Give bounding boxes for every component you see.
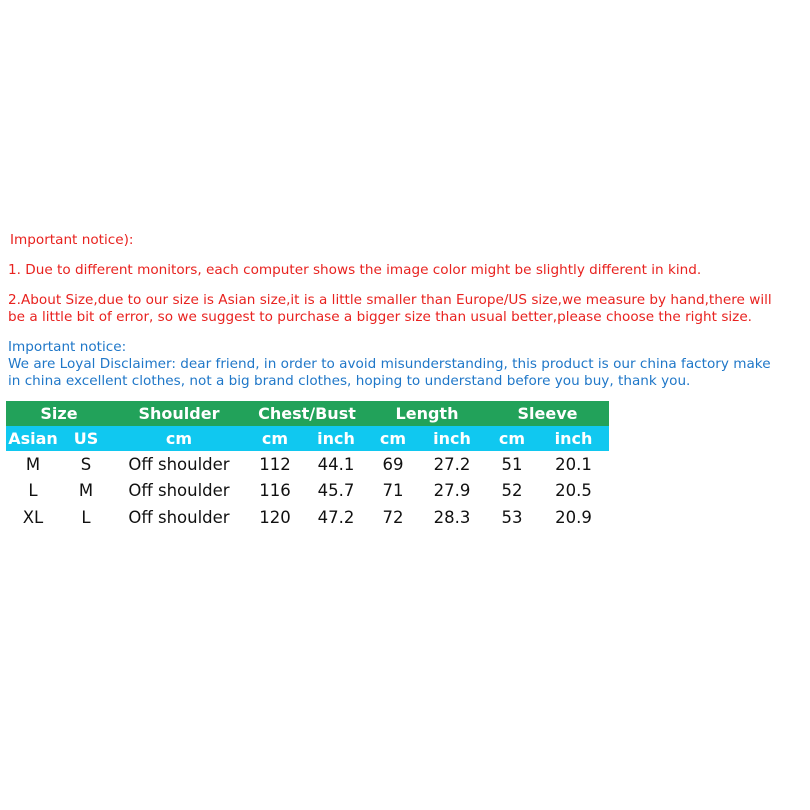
notice-size-line-2: be a little bit of error, so we suggest to purchase a bigger size than usual better,please choose the right size. <box>8 309 753 325</box>
cell-sleeve-inch: 20.1 <box>555 454 592 474</box>
cell-chest-inch: 45.7 <box>317 481 355 501</box>
cell-us-size: M <box>78 481 94 501</box>
cell-length-inch: 27.9 <box>433 481 471 501</box>
cell-length-cm: 69 <box>382 454 404 474</box>
cell-length-cm: 71 <box>382 481 404 501</box>
cell-us-size: S <box>80 454 92 474</box>
cell-sleeve-cm: 52 <box>501 481 523 501</box>
header-size: Size <box>6 401 112 426</box>
cell-sleeve-inch: 20.5 <box>555 481 592 501</box>
subheader-chest-cm: cm <box>246 426 304 451</box>
cell-us-size: L <box>81 507 91 527</box>
cell-length-inch: 28.3 <box>433 507 471 527</box>
subheader-shoulder-unit: cm <box>112 426 246 451</box>
header-sleeve: Sleeve <box>486 401 609 426</box>
notice-size-line-1: 2.About Size,due to our size is Asian size,it is a little smaller than Europe/US size,we measure by hand,there will <box>8 292 772 308</box>
header-shoulder: Shoulder <box>112 401 246 426</box>
notice-title-red: Important notice): <box>10 232 134 248</box>
header-length: Length <box>368 401 486 426</box>
size-chart-table <box>6 401 609 531</box>
subheader-sleeve-inch: inch <box>538 426 609 451</box>
unit-header-row <box>6 426 609 451</box>
cell-chest-cm: 116 <box>259 481 291 501</box>
table-row <box>6 451 609 478</box>
subheader-length-inch: inch <box>418 426 486 451</box>
cell-shoulder: Off shoulder <box>128 481 230 501</box>
subheader-chest-inch: inch <box>304 426 368 451</box>
disclaimer-line-2: in china excellent clothes, not a big brand clothes, hoping to understand before you buy, thank you. <box>8 373 691 389</box>
cell-asian-size: M <box>25 454 41 474</box>
subheader-sleeve-cm: cm <box>486 426 538 451</box>
cell-length-inch: 27.2 <box>433 454 471 474</box>
subheader-asian: Asian <box>6 426 60 451</box>
cell-length-cm: 72 <box>382 507 404 527</box>
cell-sleeve-inch: 20.9 <box>555 507 592 527</box>
notice-title-blue: Important notice: <box>8 339 127 355</box>
cell-sleeve-cm: 51 <box>501 454 523 474</box>
disclaimer-line-1: We are Loyal Disclaimer: dear friend, in order to avoid misunderstanding, this product is our china factory make <box>8 356 771 372</box>
cell-chest-inch: 47.2 <box>317 507 355 527</box>
subheader-us: US <box>60 426 112 451</box>
table-row <box>6 504 609 531</box>
group-header-row <box>6 401 609 426</box>
cell-asian-size: XL <box>22 507 44 527</box>
cell-chest-cm: 120 <box>259 507 291 527</box>
cell-chest-inch: 44.1 <box>317 454 355 474</box>
header-chest-bust: Chest/Bust <box>246 401 368 426</box>
notice-monitor-color: 1. Due to different monitors, each computer shows the image color might be slightly different in kind. <box>8 262 702 278</box>
cell-shoulder: Off shoulder <box>128 507 230 527</box>
cell-chest-cm: 112 <box>259 454 291 474</box>
subheader-length-cm: cm <box>368 426 418 451</box>
cell-asian-size: L <box>28 481 38 501</box>
table-row <box>6 478 609 505</box>
cell-sleeve-cm: 53 <box>501 507 523 527</box>
cell-shoulder: Off shoulder <box>128 454 230 474</box>
